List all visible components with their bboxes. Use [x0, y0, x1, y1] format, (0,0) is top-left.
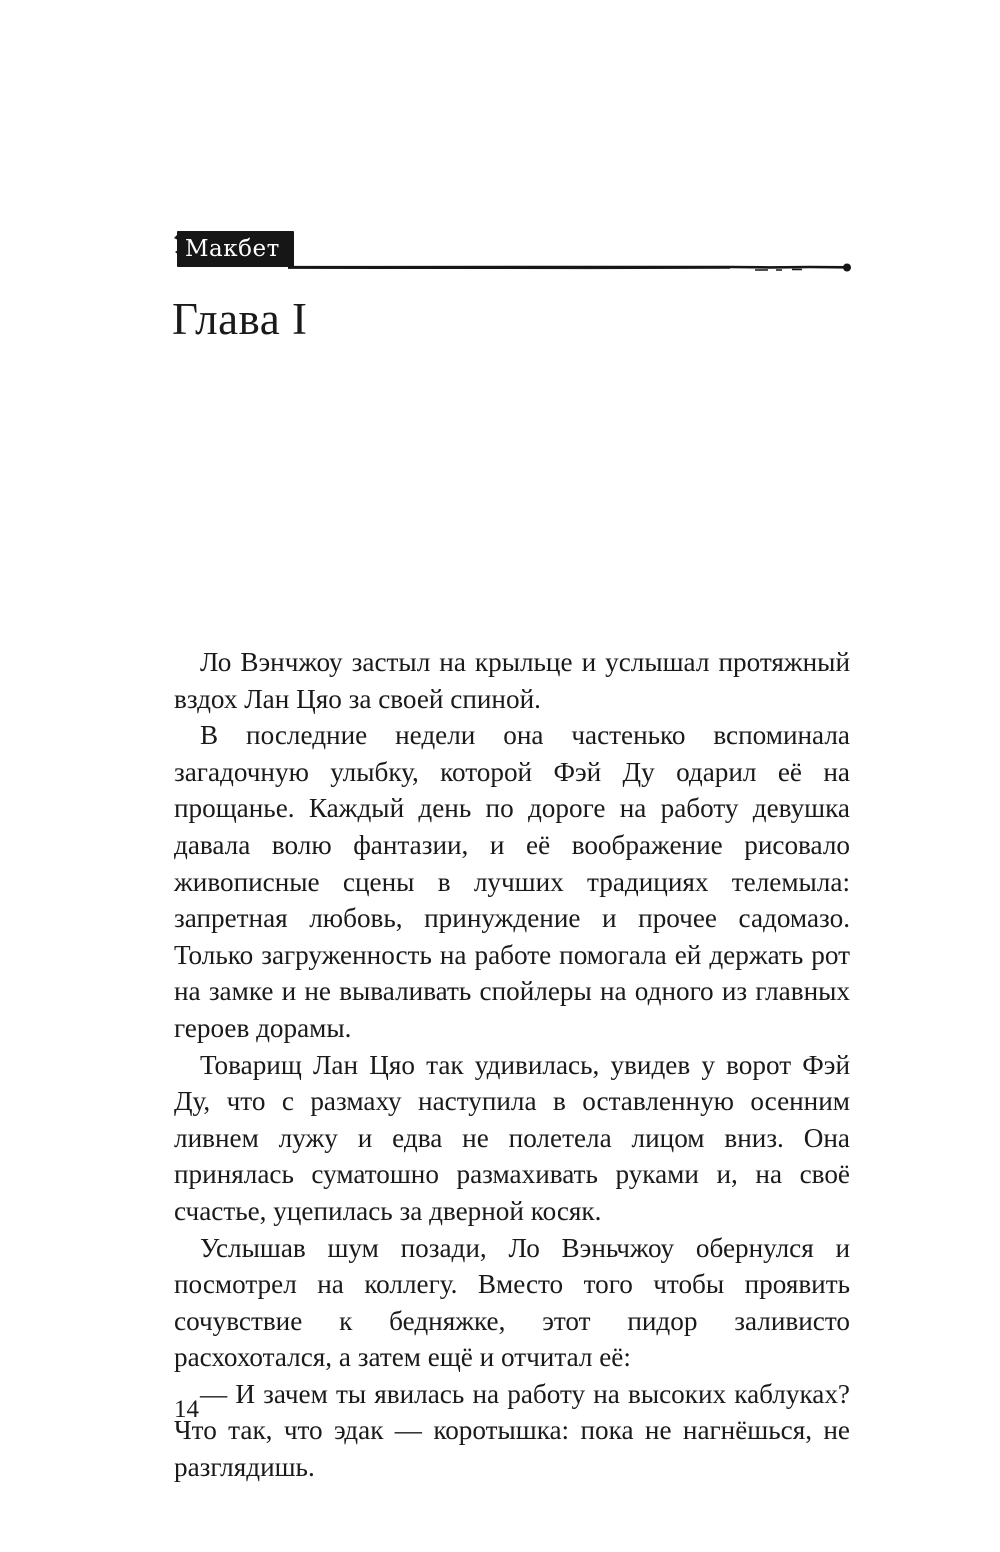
paragraph: В последние недели она частенько вспоминала загадочную улыбку, которой Фэй Ду одарил её на прощанье. Каждый день по дороге на работу девушка давала волю фантазии, и её воображение рисовало живописные сцены в лучших традициях телемыла: запретная любовь, принуждение и прочее садомазо. Только загруженность на работе помогала ей держать рот на замке и не вываливать спойлеры на одного из главных героев дорамы.	[174, 720, 850, 1043]
paragraph: Услышав шум позади, Ло Вэньчжоу обернулся и посмотрел на коллегу. Вместо того чтобы проявить сочувствие к бедняжке, этот пидор заливисто расхохотался, а затем ещё и отчитал её:	[174, 1232, 850, 1373]
chapter-title: Глава I	[172, 294, 308, 344]
running-header-label: Макбет	[177, 231, 294, 267]
body-text	[174, 644, 850, 1486]
running-header	[170, 228, 852, 272]
paragraph: Ло Вэнчжоу застыл на крыльце и услышал протяжный вздох Лан Цяо за своей спиной.	[174, 647, 850, 714]
paragraph: — И зачем ты явилась на работу на высоких каблуках? Что так, что эдак — коротышка: пока не нагнёшься, не разглядишь.	[174, 1378, 850, 1483]
paragraph: Товарищ Лан Цяо так удивилась, увидев у ворот Фэй Ду, что с размаху наступила в оставленную осенним ливнем лужу и едва не полетела лицом вниз. Она принялась суматошно размахивать руками и, на своё счастье, уцепилась за дверной косяк.	[174, 1049, 850, 1226]
page-number: 14	[174, 1396, 199, 1423]
